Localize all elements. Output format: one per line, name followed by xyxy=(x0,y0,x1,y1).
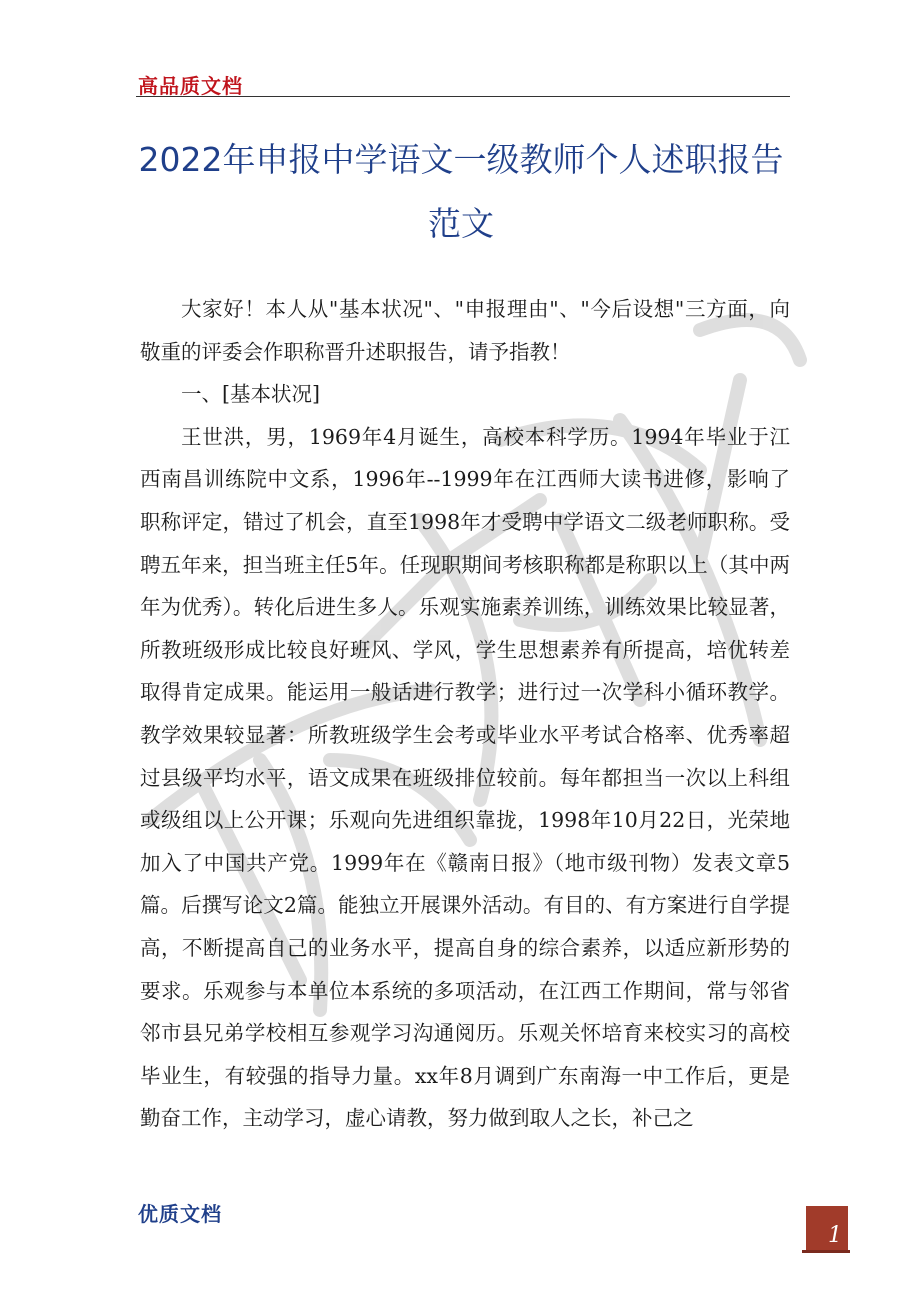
header-divider xyxy=(136,96,790,97)
body-paragraph: 王世洪，男，1969年4月诞生，高校本科学历。1994年毕业于江西南昌训练院中文系，1996年--1999年在江西师大读书进修，影响了职称评定，错过了机会，直至1998年才受聘中学语文二级老师职称。受聘五年来，担当班主任5年。任现职期间考核职称都是称职以上（其中两年为优秀）。转化后进生多人。乐观实施素养训练，训练效果比较显著，所教班级形成比较良好班风、学风，学生思想素养有所提高，培优转差取得肯定成果。能运用一般话进行教学；进行过一次学科小循环教学。教学效果较显著：所教班级学生会考或毕业水平考试合格率、优秀率超过县级平均水平，语文成果在班级排位较前。每年都担当一次以上科组或级组以上公开课；乐观向先进组织靠拢，1998年10月22日，光荣地加入了中国共产党。1999年在《赣南日报》（地市级刊物）发表文章5篇。后撰写论文2篇。能独立开展课外活动。有目的、有方案进行自学提高，不断提高自己的业务水平，提高自身的综合素养，以适应新形势的要求。乐观参与本单位本系统的多项活动，在江西工作期间，常与邻省邻市县兄弟学校相互参观学习沟通阅历。乐观关怀培育来校实习的高校毕业生，有较强的指导力量。xx年8月调到广东南海一中工作后，更是勤奋工作，主动学习，虚心请教，努力做到取人之长，补己之 xyxy=(140,424,790,1131)
page-number-badge xyxy=(806,1206,848,1250)
section-heading: 一、[基本状况] xyxy=(181,382,320,407)
footer-label: 优质文档 xyxy=(138,1202,222,1226)
page-badge-underline xyxy=(802,1250,850,1253)
intro-paragraph: 大家好！本人从"基本状况"、"申报理由"、"今后设想"三方面，向敬重的评委会作职称晋升述职报告，请予指教！ xyxy=(140,297,790,364)
header-label: 高品质文档 xyxy=(138,74,243,98)
document-title: 2022年申报中学语文一级教师个人述职报告范文 xyxy=(138,140,784,243)
page-number: 1 xyxy=(828,1223,842,1248)
document-body xyxy=(140,288,790,1140)
